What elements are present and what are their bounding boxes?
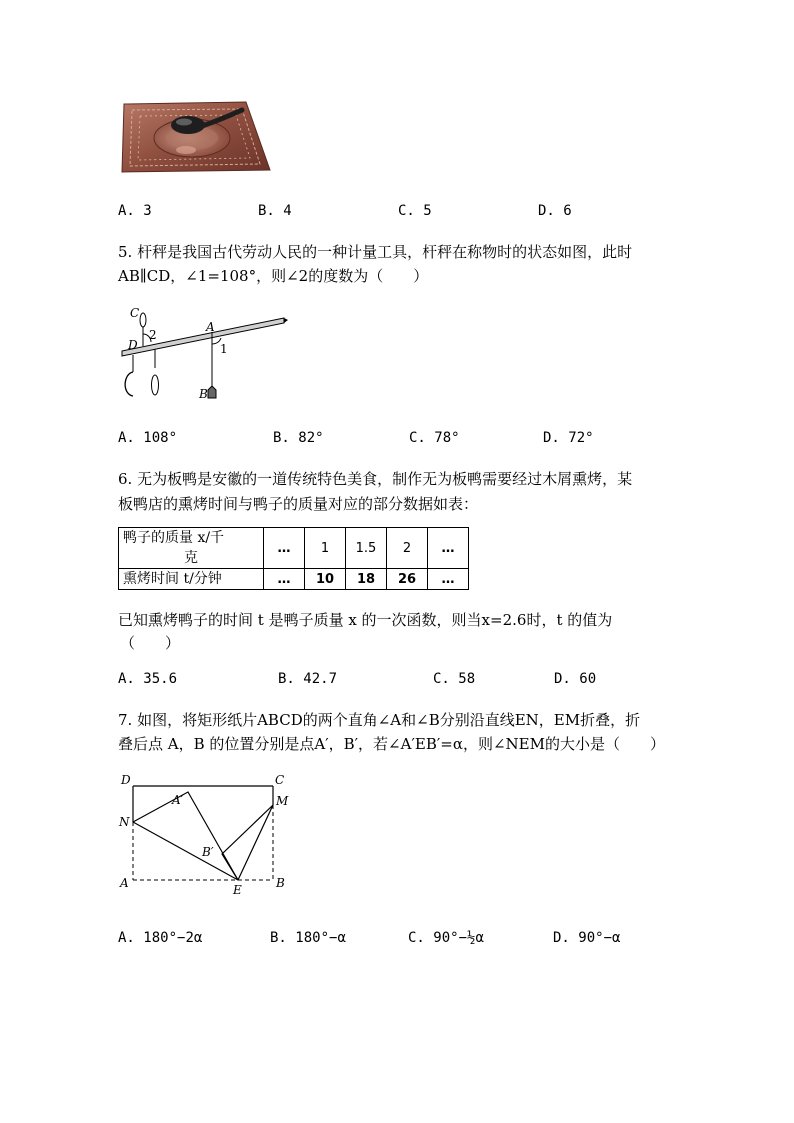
table-header-time: 熏烤时间 t/分钟	[119, 569, 264, 590]
option-key: D.	[538, 203, 555, 219]
label-a: A	[206, 320, 215, 334]
option-key: C.	[408, 930, 425, 946]
table-header-mass	[119, 528, 264, 569]
option-key: A.	[118, 671, 135, 687]
q7-stem-line1: 7. 如图，将矩形纸片ABCD的两个直角∠A和∠B分别沿直线EN，EM折叠，折	[118, 711, 641, 729]
table-row	[119, 569, 469, 590]
q5-stem-line2: AB∥CD，∠1=108°，则∠2的度数为（ ）	[118, 267, 429, 285]
option-value: 5	[423, 203, 432, 219]
option-key: B.	[270, 930, 287, 946]
option-value: 82°	[298, 430, 324, 446]
table-cell: …	[264, 569, 305, 590]
q7-stem-line2: 叠后点 A，B 的位置分别是点A′，B′，若∠A′EB′=α，则∠NEM的大小是（ ）	[118, 735, 665, 753]
q5-option-c	[409, 430, 460, 446]
label-b: B	[199, 387, 208, 401]
label-n: N	[119, 815, 130, 829]
option-key: A.	[118, 203, 135, 219]
q6-option-b	[278, 671, 337, 687]
label-e: E	[233, 883, 242, 897]
label-c: C	[130, 306, 140, 320]
table-cell: 1.5	[346, 528, 387, 569]
option-value: 90°−½α	[433, 930, 484, 946]
option-value: 72°	[568, 430, 594, 446]
label-b: B	[276, 876, 285, 890]
q4-option-a	[118, 203, 152, 219]
option-key: D.	[543, 430, 560, 446]
q5-option-b	[273, 430, 324, 446]
option-value: 180°−2α	[143, 930, 203, 946]
q7-option-b	[270, 930, 346, 946]
option-key: C.	[433, 671, 450, 687]
table-cell: 26	[387, 569, 428, 590]
table-cell: 18	[346, 569, 387, 590]
label-m: M	[276, 794, 289, 808]
q4-option-c	[398, 203, 432, 219]
table-row	[119, 528, 469, 569]
folded-rectangle-figure	[114, 770, 294, 898]
option-value: 6	[563, 203, 572, 219]
label-angle-2: 2	[149, 328, 157, 342]
option-key: B.	[278, 671, 295, 687]
label-a-prime: A′	[172, 793, 184, 807]
q5-option-d	[543, 430, 594, 446]
label-a: A	[120, 876, 129, 890]
table-cell: 10	[305, 569, 346, 590]
option-key: D.	[553, 930, 570, 946]
table-cell: …	[428, 569, 469, 590]
label-angle-1: 1	[220, 342, 228, 356]
option-key: A.	[118, 930, 135, 946]
q7-option-c	[408, 930, 484, 946]
option-value: 4	[283, 203, 292, 219]
q4-option-d	[538, 203, 572, 219]
option-key: B.	[258, 203, 275, 219]
option-value: 180°−α	[295, 930, 346, 946]
q5-option-a	[118, 430, 177, 446]
label-b-prime: B′	[202, 845, 214, 859]
option-value: 35.6	[143, 671, 178, 687]
option-value: 90°−α	[578, 930, 621, 946]
q6-stem-line1: 6. 无为板鸭是安徽的一道传统特色美食，制作无为板鸭需要经过木屑熏烤，某	[118, 470, 633, 488]
option-value: 78°	[434, 430, 460, 446]
q6-option-d	[554, 671, 596, 687]
mass-label-line2: 克	[184, 550, 198, 566]
q6-option-a	[118, 671, 177, 687]
q6-option-c	[433, 671, 475, 687]
table-cell: …	[264, 528, 305, 569]
option-key: A.	[118, 430, 135, 446]
label-d: D	[121, 773, 131, 787]
option-value: 58	[458, 671, 476, 687]
table-cell: 1	[305, 528, 346, 569]
option-value: 3	[143, 203, 152, 219]
option-key: D.	[554, 671, 571, 687]
q5-stem-line1: 5. 杆秤是我国古代劳动人民的一种计量工具，杆秤在称物时的状态如图，此时	[118, 243, 633, 261]
steelyard-figure	[118, 300, 298, 408]
option-key: C.	[409, 430, 426, 446]
option-value: 42.7	[303, 671, 338, 687]
option-key: B.	[273, 430, 290, 446]
q7-option-d	[553, 930, 620, 946]
q7-option-a	[118, 930, 202, 946]
compass-spoon-photo	[118, 100, 276, 176]
option-value: 108°	[143, 430, 178, 446]
q6-stem-line3: 已知熏烤鸭子的时间 t 是鸭子质量 x 的一次函数，则当x=2.6时，t 的值为	[118, 611, 613, 629]
q6-stem-line4: （ ）	[120, 634, 181, 652]
q4-option-b	[258, 203, 292, 219]
mass-label-line1: 鸭子的质量 x/千	[123, 530, 225, 546]
table-cell: 2	[387, 528, 428, 569]
label-d: D	[128, 338, 138, 352]
label-c: C	[275, 773, 285, 787]
q6-stem-line2: 板鸭店的熏烤时间与鸭子的质量对应的部分数据如表：	[118, 495, 479, 513]
duck-data-table	[118, 527, 469, 590]
option-key: C.	[398, 203, 415, 219]
option-value: 60	[579, 671, 597, 687]
table-cell: …	[428, 528, 469, 569]
